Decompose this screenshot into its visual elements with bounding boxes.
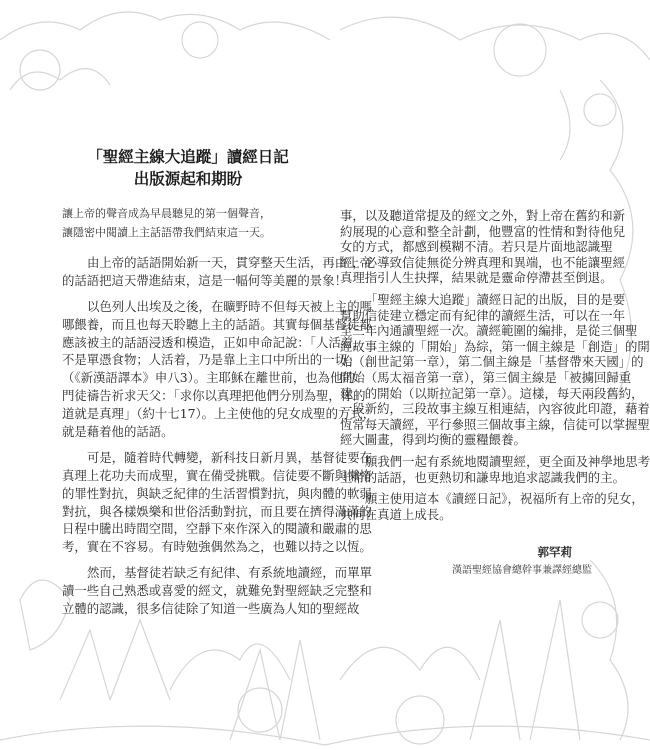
text-line: 可是，隨着時代轉變，新科技日新月異，基督徒要在 — [87, 449, 372, 465]
text-line: 女的方式，都感到模糊不清。若只是片面地認識聖 — [340, 239, 613, 255]
text-line: 上帝的話語，也更熱切和謙卑地追求認識我們的主。 — [340, 469, 625, 485]
text-line: 就是藉着他的話語。 — [62, 424, 174, 440]
text-line: 真理指引人生抉擇，結果就是靈命停滯甚至倒退。 — [340, 270, 613, 286]
text-line: 應該被主的話語浸透和模造，正如申命記說：「人活着， — [62, 334, 366, 350]
text-line: 以色列人出埃及之後，在曠野時不但每天被上主的嗎 — [87, 298, 372, 314]
epigraph-line: 讓隱密中閱讀上主話語帶我們結束這一天。 — [62, 226, 271, 239]
text-line: 經，必導致信徒無從分辨真理和異端，也不能讓聖經 — [340, 254, 625, 270]
paragraph — [62, 449, 372, 556]
text-line: 共同在真道上成長。 — [340, 506, 452, 522]
text-line: 願主使用這本《讀經日記》，祝福所有上帝的兒女， — [365, 491, 644, 507]
text-line: 真理上花功夫而成聖，實在備受挑戰。信徒要不斷與懶惰 — [62, 467, 372, 483]
text-line: 經大圖畫，得到均衡的靈糧餵養。 — [340, 432, 526, 448]
text-line: 「聖經主線大追蹤」讀經日記的出版，目的是要 — [365, 291, 626, 307]
paragraph — [340, 491, 644, 522]
text-line: 幫助信徒建立穩定而有紀律的讀經生活，可以在一年 — [340, 307, 625, 323]
text-line: 日程中騰出時間空間，空靜下來作深入的閱讀和嚴肅的思 — [62, 521, 372, 537]
paragraph — [62, 254, 372, 290]
text-line: （《新漢語譯本》申八3）。主耶穌在離世前，也為他的 — [62, 370, 355, 386]
text-line: 建」的開始（以斯拉記第一章）。這樣，每天兩段舊約， — [340, 385, 644, 401]
left-page-body — [62, 254, 376, 626]
text-line: 至三年內通讀聖經一次。讀經範圍的編排，是從三個聖 — [340, 323, 638, 339]
page-title: 「聖經主線大追蹤」讀經日記 — [87, 147, 289, 166]
text-line: 道就是真理」（約十七17）。上主使他的兒女成聖的方式， — [62, 406, 376, 422]
paragraph — [340, 453, 650, 485]
text-line: 門徒禱告祈求天父：「求你以真理把他們分別為聖，你的 — [62, 388, 366, 404]
text-line: 然而，基督徒若缺乏有紀律、有系統地讀經，而單單 — [87, 565, 372, 581]
text-line: 恆常每天讀經，平行參照三個故事主線，信徒可以掌握聖 — [340, 416, 650, 432]
signature-title: 漢語聖經協會總幹事兼譯經總監 — [452, 565, 592, 576]
text-line: 約展現的心意和整全計劃，他豐富的性情和對待他兒 — [340, 223, 625, 239]
paragraph — [340, 291, 650, 448]
text-line: 願我們一起有系統地閱讀聖經，更全面及神學地思考 — [365, 453, 650, 469]
epigraph-line: 讓上帝的聲音成為早晨聽見的第一個聲音， — [62, 207, 271, 220]
text-line: 讀一些自己熟悉或喜愛的經文，就難免對聖經缺乏完整和 — [62, 583, 372, 599]
text-line: 不是單憑食物；人活着，乃是靠上主口中所出的一切」 — [62, 352, 360, 368]
text-line: 由上帝的話語開始新一天，貫穿整天生活，再由上帝 — [87, 255, 372, 270]
paragraph — [62, 298, 376, 441]
text-line: 事，以及聽道常提及的經文之外，對上帝在舊約和新 — [340, 208, 625, 223]
page-subtitle: 出版源起和期盼 — [133, 169, 243, 188]
signature-name: 郭罕莉 — [537, 545, 572, 559]
text-line: 始（創世記第一章），第二個主線是「基督帶來天國」的 — [340, 354, 644, 370]
text-line: 的罪性對抗，與缺乏紀律的生活習慣對抗，與肉體的軟弱 — [62, 485, 372, 501]
text-line: 開始（馬太福音第一章），第三個主線是「被擄回歸重 — [340, 369, 632, 385]
paragraph — [62, 564, 372, 618]
paragraph — [340, 208, 625, 286]
text-line: 哪餵養，而且也每天聆聽上主的話語。其實每個基督徒都 — [62, 316, 372, 332]
right-page-body — [340, 208, 650, 528]
text-line: 考，實在不容易。有時勉強偶然為之，也難以持之以恆。 — [62, 539, 372, 555]
text-line: 立體的認識，很多信徒除了知道一些廣為人知的聖經故 — [62, 601, 360, 617]
text-line: 對抗，與各樣娛樂和世俗活動對抗，而且要在擠得滿滿的 — [62, 503, 372, 519]
text-line: 經故事主線的「開始」為綜，第一個主線是「創造」的開 — [340, 338, 650, 354]
text-line: 一段新約，三段故事主線互相連結，內容彼此印證，藉着 — [340, 401, 650, 417]
text-line: 的話語把這天帶進結束，這是一幅何等美麗的景象！ — [62, 272, 347, 288]
